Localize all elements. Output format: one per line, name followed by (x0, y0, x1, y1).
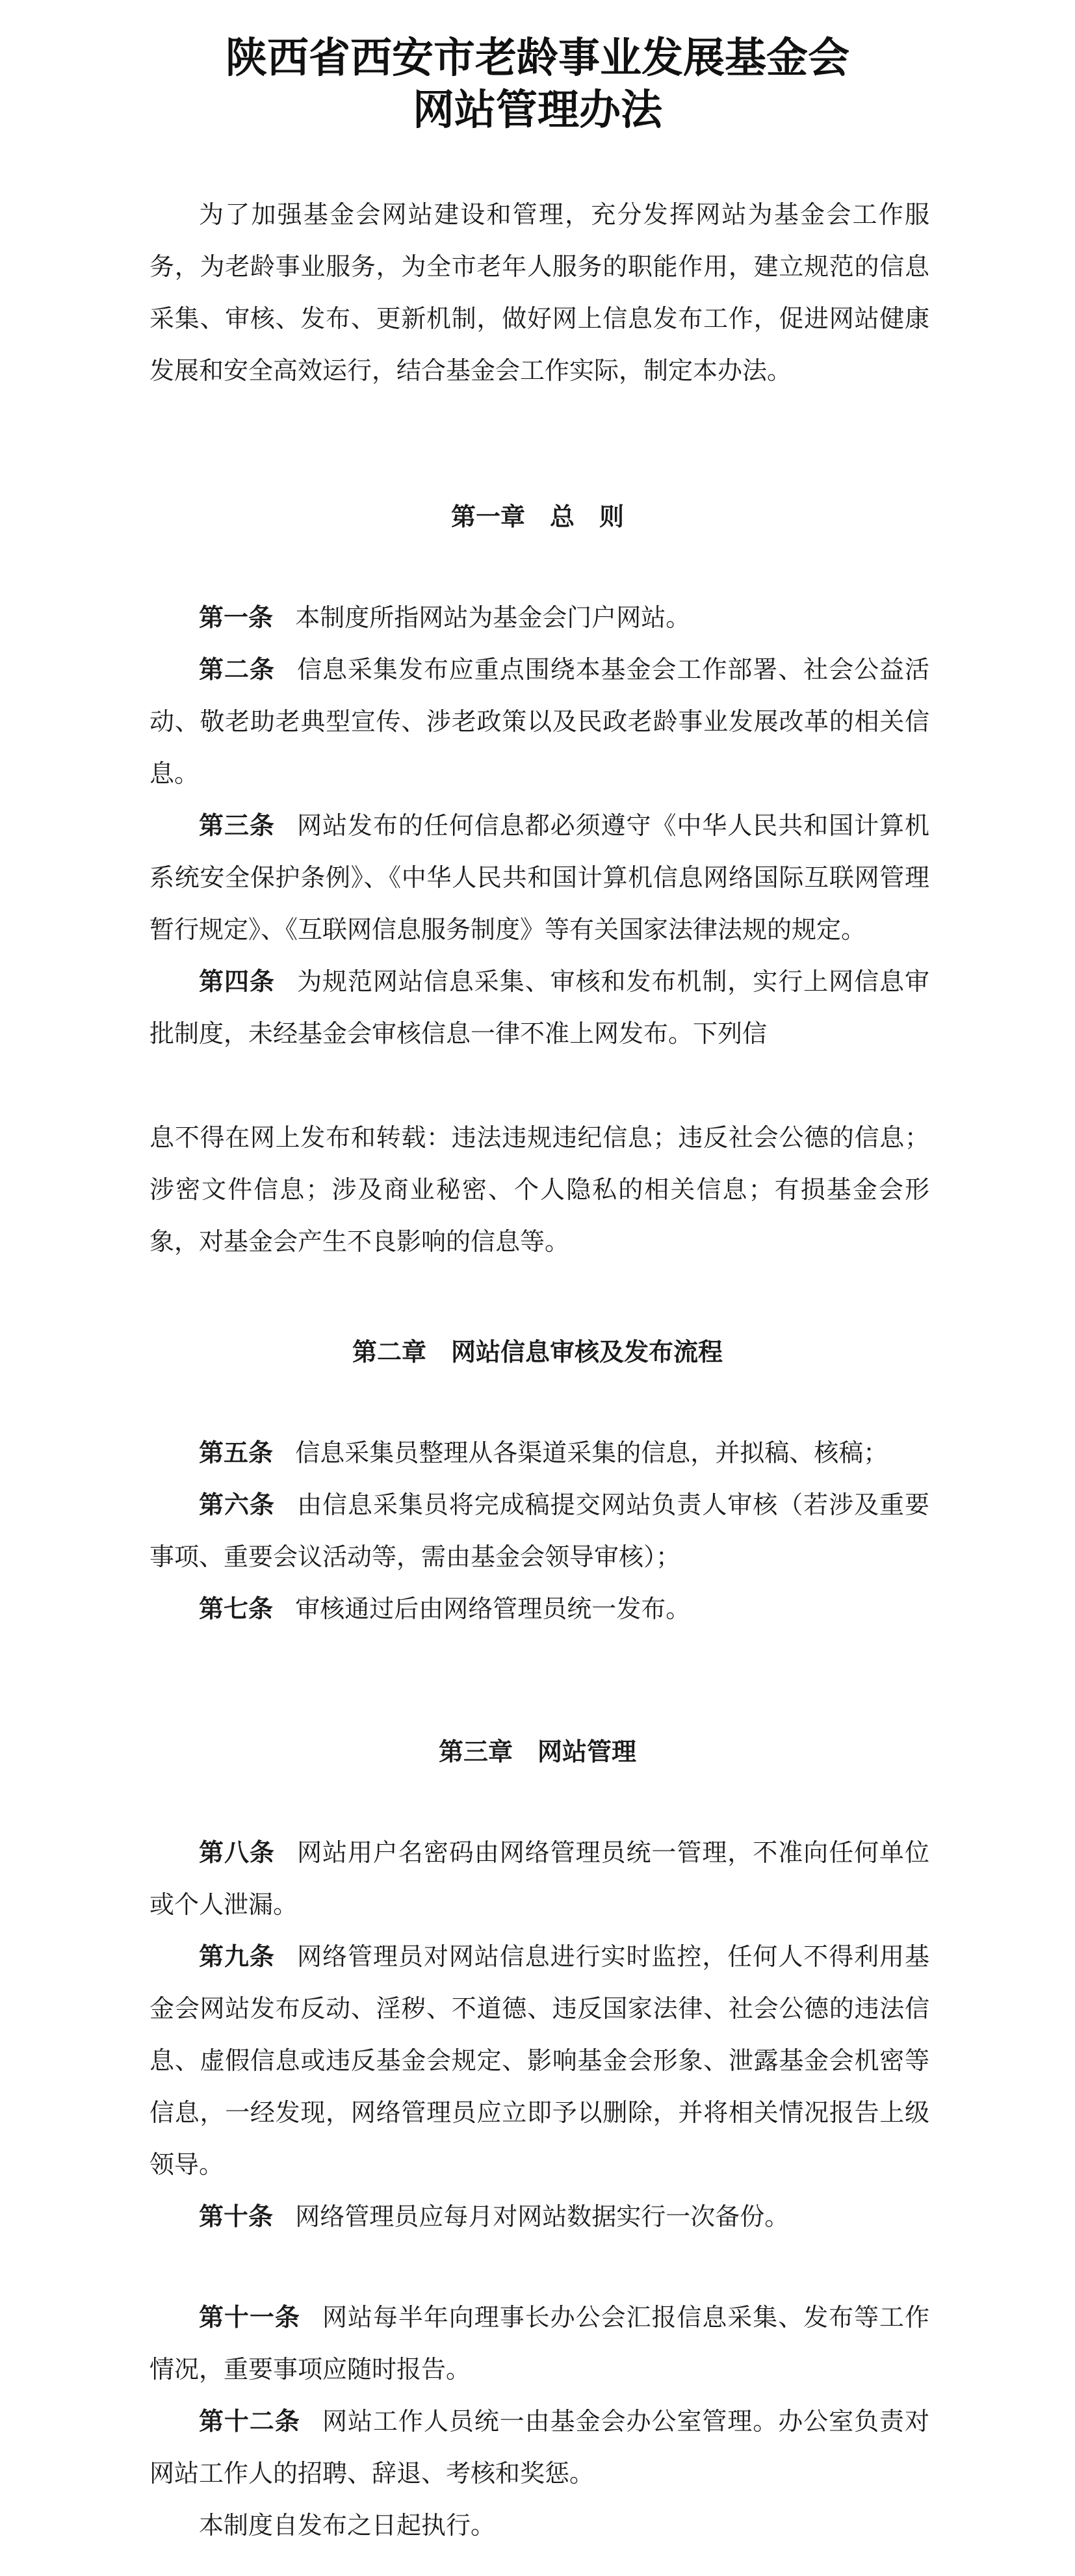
article-7-text: 审核通过后由网络管理员统一发布。 (295, 1594, 691, 1623)
article-5 (149, 1427, 929, 1479)
article-10 (149, 2191, 929, 2243)
article-6 (149, 1479, 929, 1583)
article-1-label: 第一条 (199, 603, 274, 632)
article-10-text: 网络管理员应每月对网站数据实行一次备份。 (295, 2202, 790, 2231)
chapter-3-title: 网站管理 (538, 1737, 637, 1766)
article-3-text: 网站发布的任何信息都必须遵守《中华人民共和国计算机系统安全保护条例》、《中华人民共和国计算机信息网络国际互联网管理暂行规定》、《互联网信息服务制度》等有关国家法律法规的规定。 (149, 811, 929, 944)
chapter-2-number: 第二章 (352, 1338, 426, 1366)
article-8-label: 第八条 (199, 1838, 275, 1867)
chapter-2-title: 网站信息审核及发布流程 (451, 1338, 723, 1366)
chapter-1-number: 第一章 (450, 502, 525, 531)
article-1-text: 本制度所指网站为基金会门户网站。 (295, 603, 691, 632)
article-6-label: 第六条 (199, 1490, 275, 1519)
article-3-label: 第三条 (199, 811, 275, 840)
article-4-continuation: 息不得在网上发布和转载：违法违规违纪信息；违反社会公德的信息；涉密文件信息；涉及商业秘密、个人隐私的相关信息；有损基金会形象，对基金会产生不良影响的信息等。 (149, 1123, 929, 1256)
article-7 (149, 1583, 929, 1635)
chapter-2-articles (149, 1427, 929, 1635)
document-title-line1: 陕西省西安市老龄事业发展基金会 (226, 34, 849, 83)
article-2-text: 信息采集发布应重点围绕本基金会工作部署、社会公益活动、敬老助老典型宣传、涉老政策以及民政老龄事业发展改革的相关信息。 (149, 655, 929, 788)
article-2-label: 第二条 (199, 655, 275, 684)
chapter-1-heading (0, 491, 1075, 543)
article-9-text: 网络管理员对网站信息进行实时监控，任何人不得利用基金会网站发布反动、淫秽、不道德、违反国家法律、社会公德的违法信息、虚假信息或违反基金会规定、影响基金会形象、泄露基金会机密等信息，一经发现，网络管理员应立即予以删除，并将相关情况报告上级领导。 (149, 1942, 929, 2179)
article-9 (149, 1931, 929, 2191)
article-10-label: 第十条 (199, 2202, 274, 2231)
article-5-label: 第五条 (199, 1438, 274, 1467)
article-12-label: 第十二条 (199, 2407, 300, 2436)
article-5-text: 信息采集员整理从各渠道采集的信息，并拟稿、核稿； (295, 1438, 888, 1467)
article-9-label: 第九条 (199, 1942, 275, 1971)
article-3 (149, 800, 929, 956)
article-8 (149, 1827, 929, 1931)
article-4-text: 为规范网站信息采集、审核和发布机制，实行上网信息审批制度，未经基金会审核信息一律不准上网发布。下列信 (149, 967, 929, 1048)
article-4 (149, 956, 929, 1060)
chapter-2-heading (0, 1326, 1075, 1378)
article-12 (149, 2395, 929, 2499)
article-12-text: 网站工作人员统一由基金会办公室管理。办公室负责对网站工作人的招聘、辞退、考核和奖惩。 (149, 2407, 929, 2488)
article-2 (149, 644, 929, 800)
preamble: 为了加强基金会网站建设和管理，充分发挥网站为基金会工作服务，为老龄事业服务，为全市老年人服务的职能作用，建立规范的信息采集、审核、发布、更新机制，做好网上信息发布工作，促进网站健康发展和安全高效运行，结合基金会工作实际，制定本办法。 (149, 200, 929, 385)
article-1 (149, 592, 929, 644)
article-6-text: 由信息采集员将完成稿提交网站负责人审核（若涉及重要事项、重要会议活动等，需由基金会领导审核）； (149, 1490, 929, 1571)
article-8-text: 网站用户名密码由网络管理员统一管理，不准向任何单位或个人泄漏。 (149, 1838, 929, 1919)
chapter-3-articles-cont (149, 2291, 929, 2551)
chapter-3-heading (0, 1726, 1075, 1778)
chapter-1-title: 总 则 (550, 502, 625, 531)
article-7-label: 第七条 (199, 1594, 274, 1623)
article-11-text: 网站每半年向理事长办公会汇报信息采集、发布等工作情况，重要事项应随时报告。 (149, 2303, 929, 2384)
chapter-3-number: 第三章 (438, 1737, 513, 1766)
article-4-label: 第四条 (199, 967, 275, 996)
article-11 (149, 2291, 929, 2395)
article-11-label: 第十一条 (199, 2303, 300, 2332)
closing-statement: 本制度自发布之日起执行。 (199, 2511, 496, 2540)
chapter-1-articles (149, 592, 929, 1060)
document-title-line2: 网站管理办法 (413, 86, 662, 135)
chapter-3-articles (149, 1827, 929, 2243)
